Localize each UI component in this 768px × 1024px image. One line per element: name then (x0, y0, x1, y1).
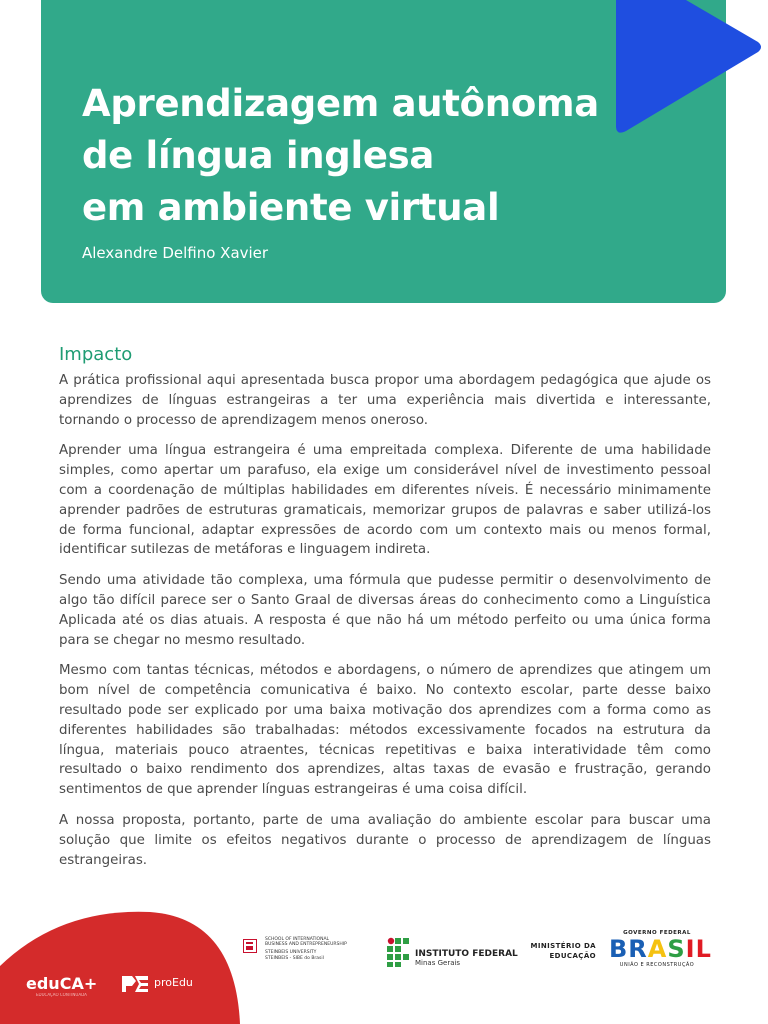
title-line-1: Aprendizagem autônoma (82, 82, 599, 125)
brasil-part-1: BR (609, 935, 648, 963)
mec-logo (526, 941, 596, 961)
brasil-part-2: A (647, 935, 668, 963)
ifmg-logo (387, 937, 517, 971)
proedu-logo-icon (120, 973, 150, 995)
governo-federal-logo (609, 930, 712, 974)
proedu-logo-text: proEdu (154, 976, 193, 989)
steinbeis-logo (243, 937, 363, 971)
educa-plus: + (83, 974, 98, 993)
educa-logo (26, 974, 97, 993)
ifmg-logo-icon (387, 937, 409, 967)
steinbeis-line-1: SCHOOL OF INTERNATIONAL (265, 937, 330, 942)
ifmg-name: INSTITUTO FEDERAL (415, 949, 518, 959)
body-paragraph-3: Sendo uma atividade tão complexa, uma fórmula que pudesse permitir o desenvolvimento de algo tão difícil parece ser o Santo Graal de diversas áreas do conhecimento como a Linguística Aplicada até os dias atuais. A resposta é que não há um método perfeito ou uma única forma para se chegar no mesmo resultado. (59, 573, 711, 648)
brasil-part-3: S (667, 935, 686, 963)
steinbeis-line-2: BUSINESS AND ENTREPRENEURSHIP (265, 942, 347, 947)
document-title (82, 78, 599, 234)
steinbeis-line-3: STEINBEIS UNIVERSITY (265, 950, 317, 955)
educa-logo-text: eduCA (26, 974, 84, 993)
brasil-wordmark (609, 935, 712, 963)
body-paragraph-1: A prática profissional aqui apresentada busca propor uma abordagem pedagógica que ajude os aprendizes de línguas estrangeiras a ter uma experiência mais divertida e interessante, tornando o processo de aprendizagem menos oneroso. (59, 373, 711, 428)
title-line-2: de língua inglesa (82, 134, 435, 177)
body-paragraph-2: Aprender uma língua estrangeira é uma empreitada complexa. Diferente de uma habilidade simples, como apertar um parafuso, ela exige um considerável nível de investimento pessoal com a coordenação de múltiplas habilidades em diferentes níveis. É necessário minimamente aprender padrões de estruturas gramaticais, memorizar grupos de palavras e saber utilizá-los de forma funcional, adaptar expressões de acordo com um contexto mais ou menos formal, identificar sutilezas de metáforas e linguagem indireta. (59, 443, 711, 558)
brasil-part-4: IL (685, 935, 712, 963)
governo-federal-tagline: UNIÃO E RECONSTRUÇÃO (619, 962, 695, 968)
governo-federal-label: GOVERNO FEDERAL (623, 930, 691, 936)
title-line-3: em ambiente virtual (82, 186, 500, 229)
play-triangle-icon (612, 0, 762, 134)
mec-line-2: EDUCAÇÃO (549, 952, 596, 960)
body-content (59, 344, 711, 881)
body-paragraph-4: Mesmo com tantas técnicas, métodos e abordagens, o número de aprendizes que atingem um bom nível de competência comunicativa é baixo. No contexto escolar, parte desse baixo resultado pode ser explicado por uma baixa motivação dos aprendizes com a forma como as diferentes habilidades são trabalhadas: métodos excessivamente focados na estrutura da língua, materiais pouco atraentes, técnicas repetitivas e baixa interatividade têm como resultado o baixo rendimento dos aprendizes, altas taxas de evasão e frustração, gerando sentimentos de que aprender línguas estrangeiras é uma coisa difícil. (59, 663, 711, 798)
section-title: Impacto (59, 344, 133, 365)
author-name: Alexandre Delfino Xavier (82, 244, 269, 262)
body-paragraph-5: A nossa proposta, portanto, parte de uma avaliação do ambiente escolar para buscar uma solução que limite os efeitos negativos durante o processo de aprendizagem de línguas estrangeiras. (59, 812, 711, 868)
footer-red-shape (0, 908, 240, 1024)
ifmg-subtitle: Minas Gerais (415, 959, 461, 967)
steinbeis-line-4: STEINBEIS - SIBE do Brasil (265, 956, 324, 961)
educa-tagline: EDUCAÇÃO CONTINUADA (36, 993, 87, 997)
steinbeis-logo-icon (243, 939, 257, 953)
mec-line-1: MINISTÉRIO DA (530, 942, 596, 950)
